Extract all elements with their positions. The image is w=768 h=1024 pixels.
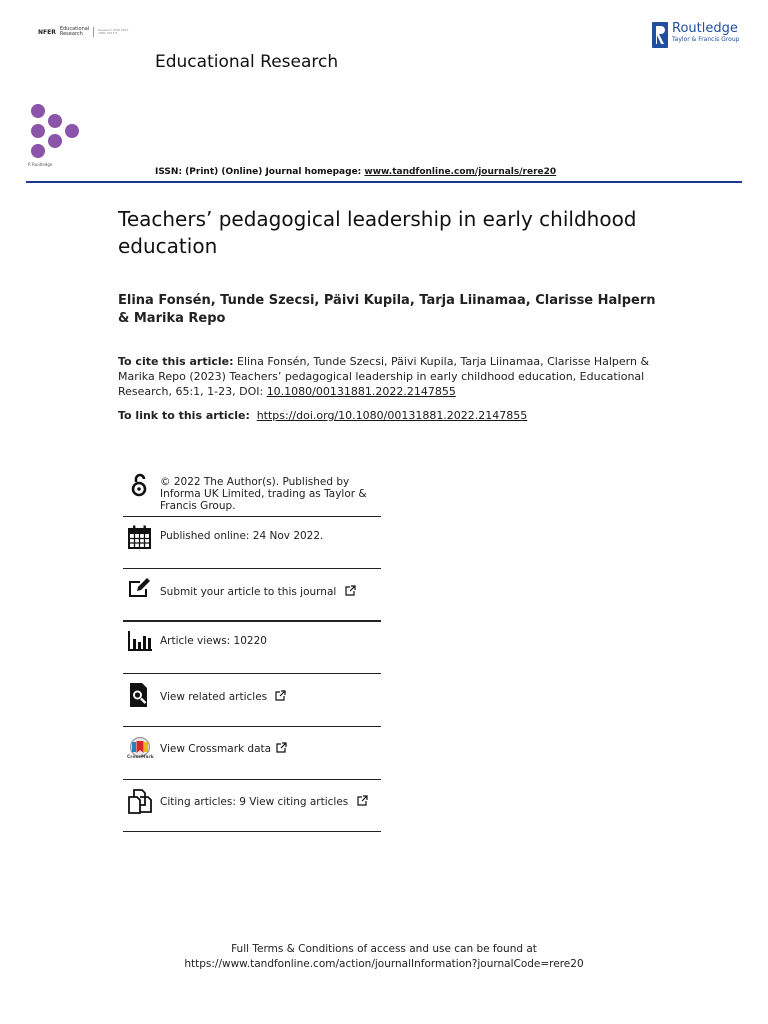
article-url-link[interactable]: https://doi.org/10.1080/00131881.2022.2147855 bbox=[256, 409, 528, 422]
divider bbox=[123, 620, 381, 622]
logo-caption: R Routledge bbox=[28, 162, 53, 167]
nfer-brand: NFER bbox=[38, 28, 56, 36]
external-link-icon bbox=[345, 585, 356, 596]
published-date: Published online: 24 Nov 2022. bbox=[160, 530, 324, 542]
submit-label-wrap bbox=[160, 585, 356, 598]
nfer-small-print bbox=[98, 29, 128, 36]
link-label: To link to this article: bbox=[118, 409, 254, 422]
logo-dot bbox=[31, 144, 45, 158]
external-link-icon bbox=[275, 690, 286, 701]
logo-dot bbox=[48, 114, 62, 128]
journal-title: Educational Research bbox=[155, 52, 339, 72]
nfer-line2: Research bbox=[59, 31, 83, 37]
submit-link[interactable]: Submit your article to this journal bbox=[160, 586, 337, 598]
logo-dot bbox=[48, 134, 62, 148]
citing-label-wrap bbox=[160, 795, 368, 808]
cite-text: Elina Fonsén, Tunde Szecsi, Päivi Kupila, Tarja Liinamaa, Clarisse Halpern & Marika Repo (2023) Teachers’ pedagogical leadership in early childhood education, Educational Research, 65:1, 1-23, DOI: bbox=[118, 355, 650, 398]
related-label-wrap bbox=[160, 690, 286, 703]
footer bbox=[0, 942, 768, 972]
divider bbox=[123, 673, 381, 674]
article-authors: Elina Fonsén, Tunde Szecsi, Päivi Kupila, Tarja Liinamaa, Clarisse Halpern & Marika Repo bbox=[118, 293, 656, 326]
nfer-tiny-2: 1881 0013 8 bbox=[98, 31, 118, 35]
issn-line bbox=[155, 166, 556, 178]
article-link-line bbox=[118, 408, 663, 423]
logo-dot bbox=[31, 104, 45, 118]
copy-documents-icon bbox=[127, 788, 153, 814]
crossmark-link[interactable]: View Crossmark data bbox=[160, 743, 272, 755]
divider bbox=[123, 516, 381, 517]
nfer-journal-name bbox=[60, 27, 89, 37]
divider bbox=[123, 779, 381, 780]
crossmark-label-wrap bbox=[160, 742, 287, 755]
article-title: Teachers’ pedagogical leadership in early childhood education bbox=[118, 207, 637, 258]
doi-link[interactable]: 10.1080/00131881.2022.2147855 bbox=[266, 385, 456, 398]
nfer-tiny-1: Research ISSN 0013 bbox=[98, 27, 129, 32]
issn-text: ISSN: (Print) (Online) Journal homepage: bbox=[155, 167, 365, 177]
external-link-icon bbox=[276, 742, 287, 753]
related-articles-link[interactable]: View related articles bbox=[160, 691, 268, 703]
nfer-logo bbox=[38, 26, 128, 38]
article-views: Article views: 10220 bbox=[160, 635, 267, 647]
footer-line-1: Full Terms & Conditions of access and use can be found at bbox=[231, 943, 537, 955]
journal-homepage-link[interactable]: www.tandfonline.com/journals/rere20 bbox=[364, 167, 557, 177]
external-link-icon bbox=[357, 795, 368, 806]
logo-dot bbox=[65, 124, 79, 138]
routledge-r-icon bbox=[652, 22, 668, 48]
divider bbox=[123, 726, 381, 727]
nfer-divider bbox=[93, 27, 94, 37]
publisher-sub: Taylor & Francis Group bbox=[672, 36, 740, 43]
search-document-icon bbox=[127, 682, 153, 708]
header-rule bbox=[26, 181, 742, 183]
publisher-name: Routledge bbox=[672, 21, 738, 36]
routledge-text bbox=[672, 22, 739, 43]
bar-chart-icon bbox=[127, 628, 153, 654]
routledge-logo[interactable] bbox=[652, 22, 739, 48]
open-access-text: © 2022 The Author(s). Published by Informa UK Limited, trading as Taylor & Francis Group. bbox=[160, 476, 367, 512]
edit-icon bbox=[127, 576, 153, 602]
logo-dot bbox=[31, 124, 45, 138]
footer-terms-url[interactable]: https://www.tandfonline.com/action/journalInformation?journalCode=rere20 bbox=[184, 958, 584, 970]
journal-cover-logo bbox=[26, 102, 86, 172]
calendar-icon bbox=[127, 524, 153, 550]
citing-articles-link[interactable]: Citing articles: 9 View citing articles bbox=[160, 796, 349, 808]
crossmark-badge-text: CrossMark bbox=[127, 755, 154, 760]
nfer-line1: Educational bbox=[59, 26, 90, 32]
divider bbox=[123, 831, 381, 832]
open-access-icon bbox=[127, 472, 153, 498]
divider bbox=[123, 568, 381, 569]
cite-label: To cite this article: bbox=[118, 355, 234, 368]
citation-block bbox=[118, 354, 663, 399]
